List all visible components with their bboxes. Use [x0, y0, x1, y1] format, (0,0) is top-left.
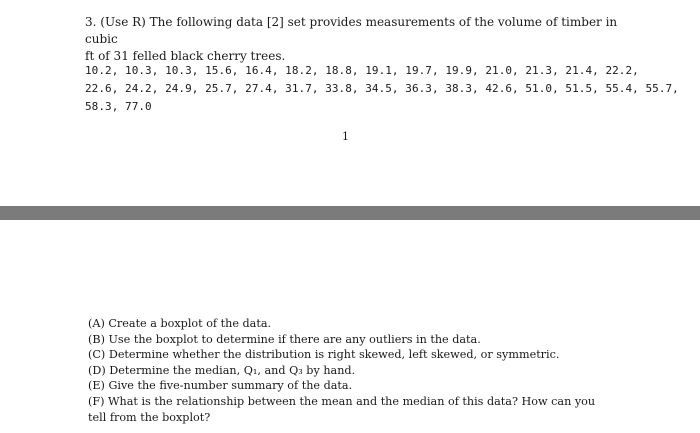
page-1 — [0, 0, 700, 205]
data-line-1: 10.2, 10.3, 10.3, 15.6, 16.4, 18.2, 18.8, 19.1, 19.7, 19.9, 21.0, 21.3, 21.4, 22.2, — [85, 64, 639, 77]
question-list — [88, 316, 648, 425]
question-c: (C) Determine whether the distribution is right skewed, left skewed, or symmetric. — [88, 348, 560, 362]
question-e: (E) Give the five-number summary of the data. — [88, 379, 353, 393]
data-values — [85, 62, 695, 116]
question-d: (D) Determine the median, Q₁, and Q₃ by hand. — [88, 363, 356, 377]
problem-intro-line-2: ft of 31 felled black cherry trees. — [85, 49, 286, 63]
question-b: (B) Use the boxplot to determine if there are any outliers in the data. — [88, 332, 481, 346]
page-number: 1 — [342, 130, 349, 143]
problem-statement — [85, 14, 645, 65]
question-f-continued: tell from the boxplot? — [88, 410, 211, 424]
problem-intro-line-1: 3. (Use R) The following data [2] set provides measurements of the volume of timber in cubic — [85, 15, 618, 46]
data-line-2: 22.6, 24.2, 24.9, 25.7, 27.4, 31.7, 33.8, 34.5, 36.3, 38.3, 42.6, 51.0, 51.5, 55.4, 55.7, — [85, 82, 679, 95]
question-a: (A) Create a boxplot of the data. — [88, 317, 272, 330]
page-divider — [0, 206, 700, 220]
question-f: (F) What is the relationship between the mean and the median of this data? How can you — [88, 394, 596, 408]
data-line-3: 58.3, 77.0 — [85, 100, 152, 113]
